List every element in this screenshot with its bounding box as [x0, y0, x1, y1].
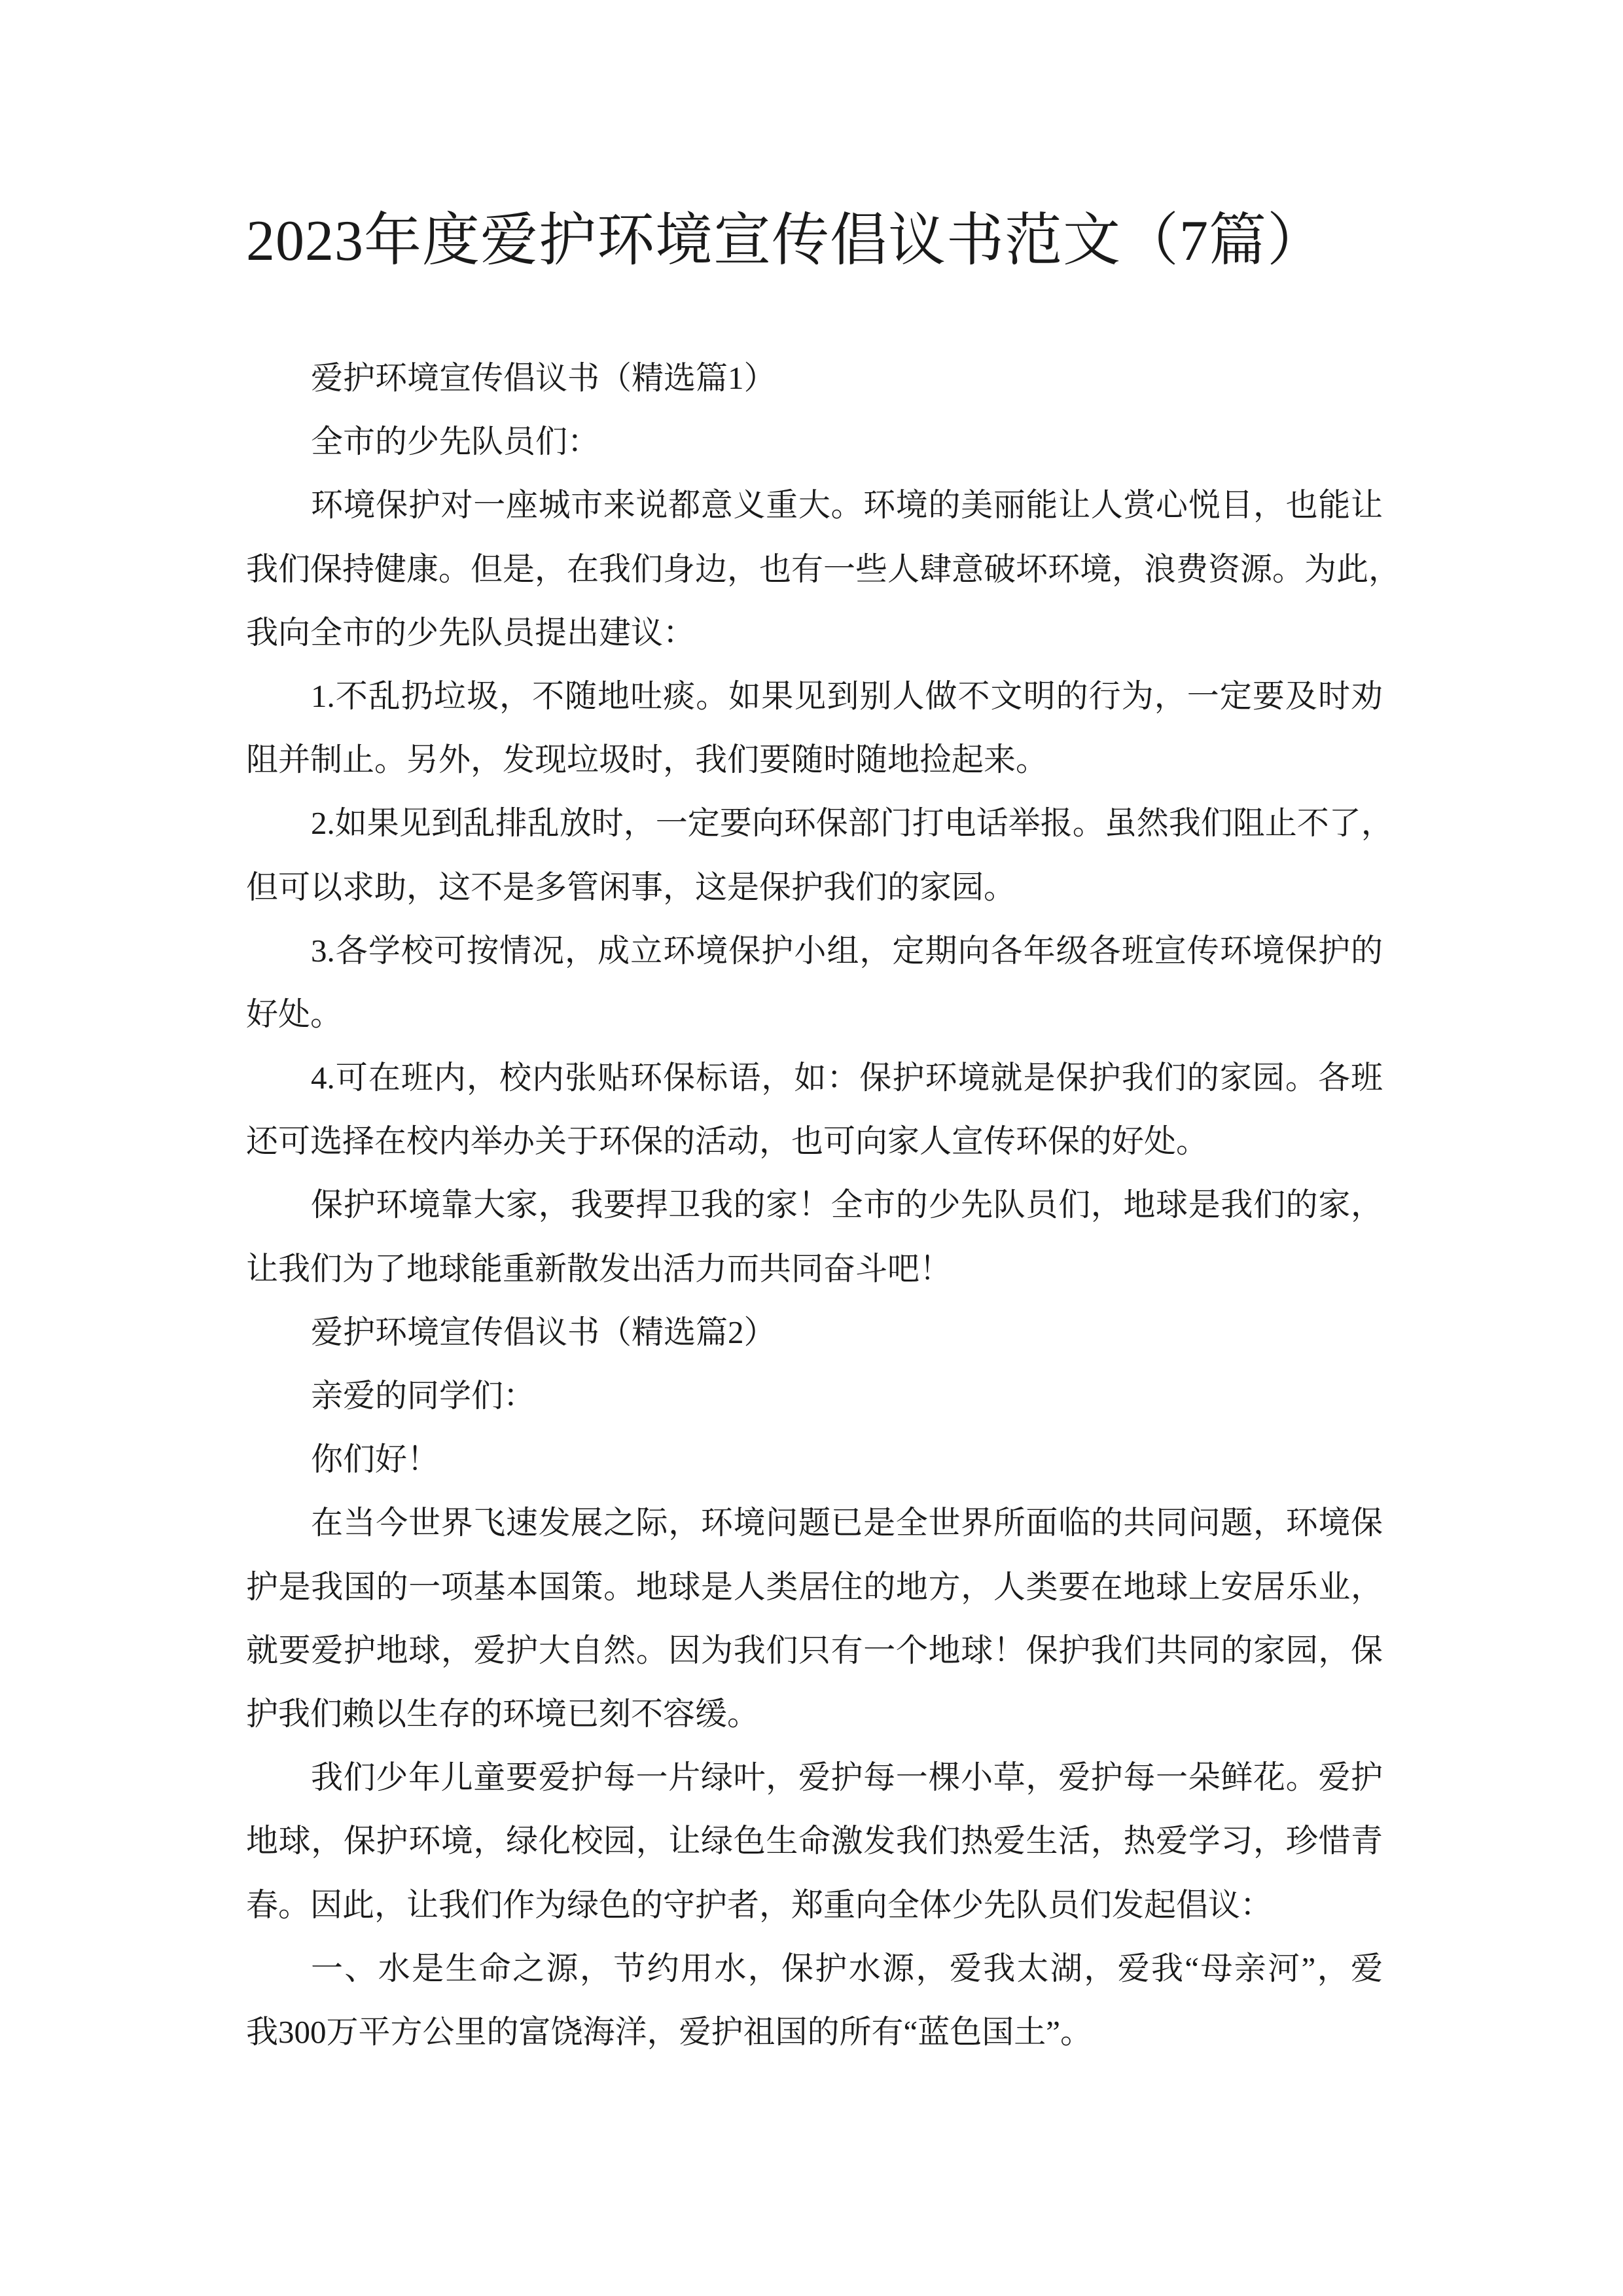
paragraph: [246, 1746, 1383, 1937]
text-line: 你们好！: [311, 1441, 440, 1478]
text-line: 全市的少先队员们：: [311, 423, 600, 460]
paragraph: [246, 1427, 1383, 1491]
text-line: 在当今世界飞速发展之际，环境问题已是全世界所面临的共同问题，环境保: [311, 1505, 1383, 1541]
text-line: 我们少年儿童要爱护每一片绿叶，爱护每一棵小草，爱护每一朵鲜花。爱护: [311, 1759, 1383, 1796]
text-line: 爱护环境宣传倡议书（精选篇1）: [311, 360, 776, 396]
text-line: 环境保护对一座城市来说都意义重大。环境的美丽能让人赏心悦目，也能让: [311, 487, 1383, 524]
text-line: 我向全市的少先队员提出建议：: [246, 614, 696, 651]
text-line: 春。因此，让我们作为绿色的守护者，郑重向全体少先队员们发起倡议：: [246, 1886, 1273, 1923]
paragraph: [246, 919, 1383, 1046]
paragraph: [246, 1046, 1383, 1173]
paragraph: [246, 1300, 1383, 1364]
text-line: 护是我国的一项基本国策。地球是人类居住的地方，人类要在地球上安居乐业，: [246, 1568, 1383, 1605]
text-line: 1.不乱扔垃圾，不随地吐痰。如果见到别人做不文明的行为，一定要及时劝: [311, 677, 1383, 714]
paragraph: [246, 1173, 1383, 1300]
paragraph: [246, 1491, 1383, 1746]
text-line: 4.可在班内，校内张贴环保标语，如：保护环境就是保护我们的家园。各班: [311, 1060, 1383, 1096]
text-line: 但可以求助，这不是多管闲事，这是保护我们的家园。: [246, 869, 1016, 905]
text-line: 护我们赖以生存的环境已刻不容缓。: [246, 1695, 760, 1732]
text-line: 还可选择在校内举办关于环保的活动，也可向家人宣传环保的好处。: [246, 1123, 1209, 1160]
text-line: 好处。: [246, 996, 343, 1032]
paragraph: [246, 410, 1383, 473]
paragraph: [246, 664, 1383, 791]
text-line: 3.各学校可按情况，成立环境保护小组，定期向各年级各班宣传环境保护的: [311, 932, 1383, 969]
text-line: 我们保持健康。但是，在我们身边，也有一些人肆意破坏环境，浪费资源。为此，: [246, 550, 1401, 587]
paragraph: [246, 473, 1401, 664]
text-line: 2.如果见到乱排乱放时，一定要向环保部门打电话举报。虽然我们阻止不了，: [311, 805, 1393, 842]
text-line: 就要爱护地球，爱护大自然。因为我们只有一个地球！保护我们共同的家园，保: [246, 1632, 1383, 1668]
text-line: 一、水是生命之源，节约用水，保护水源，爱我太湖，爱我“母亲河”，爱: [311, 1950, 1383, 1986]
text-line: 爱护环境宣传倡议书（精选篇2）: [311, 1314, 776, 1350]
text-line: 阻并制止。另外，发现垃圾时，我们要随时随地捡起来。: [246, 742, 1048, 778]
text-line: 我300万平方公里的富饶海洋，爱护祖国的所有“蓝色国土”。: [246, 2013, 1092, 2050]
text-line: 保护环境靠大家，我要捍卫我的家！全市的少先队员们，地球是我们的家，: [311, 1187, 1383, 1223]
text-line: 地球，保护环境，绿化校园，让绿色生命激发我们热爱生活，热爱学习，珍惜青: [246, 1823, 1383, 1859]
paragraph: [246, 1937, 1383, 2064]
paragraph: [246, 1364, 1383, 1427]
document-body: [246, 346, 1401, 2064]
text-line: 亲爱的同学们：: [311, 1378, 536, 1414]
document-title: 2023年度爱护环境宣传倡议书范文（7篇）: [246, 209, 1326, 273]
text-line: 让我们为了地球能重新散发出活力而共同奋斗吧！: [246, 1250, 952, 1287]
paragraph: [246, 791, 1393, 918]
paragraph: [246, 346, 1383, 410]
